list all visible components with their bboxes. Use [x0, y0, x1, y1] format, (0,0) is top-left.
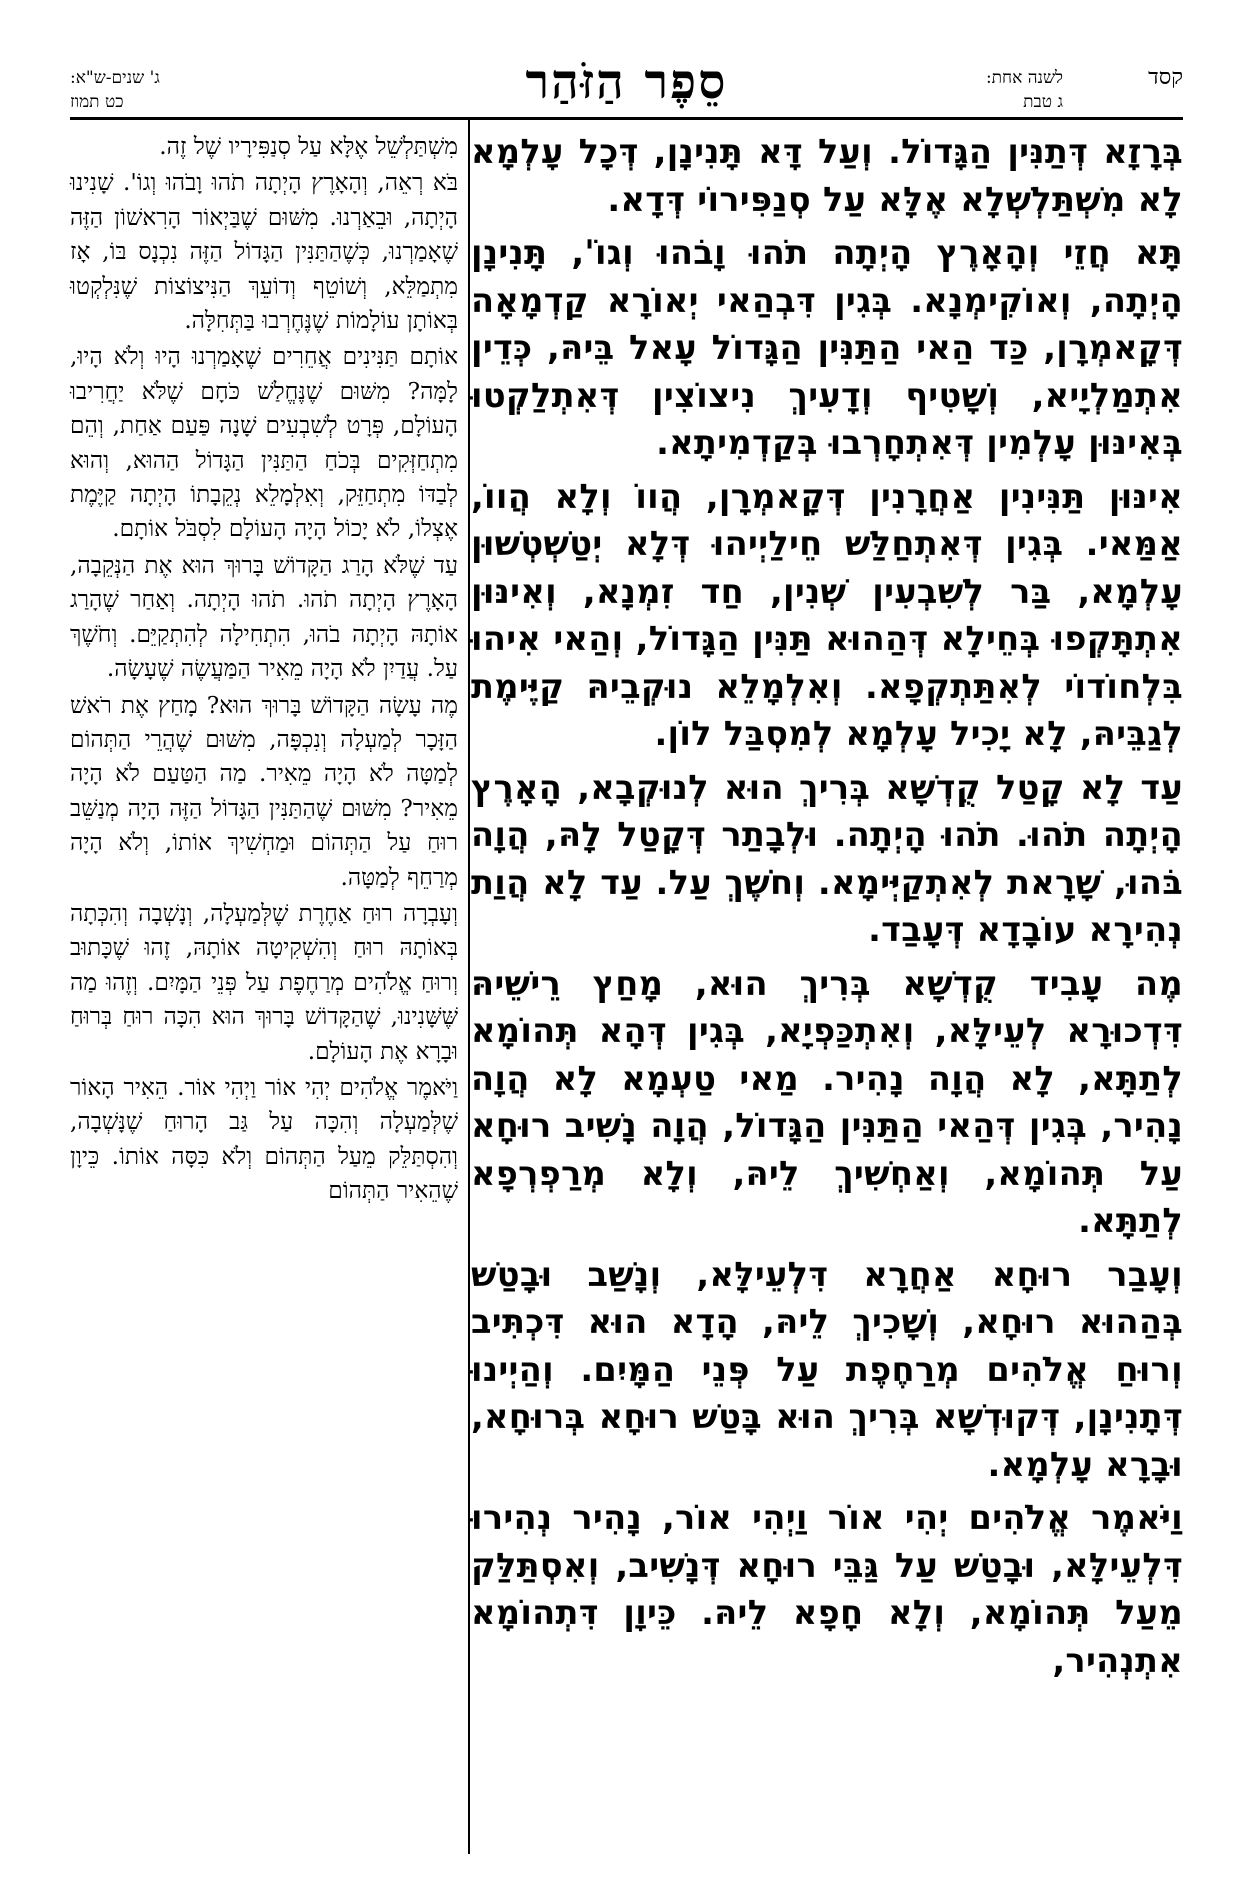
- page-header: [70, 54, 1183, 132]
- aramaic-paragraph: עַד לָא קָטַל קֻדְשָׁא בְּרִיךְ הוּא לְנוּקְבָא, הָאָרֶץ הָיְתָה תֹהוּ. תֹהוּ הָיְתָה. וּלְבָתַר דְּקָטַל לָהּ, הֲוָה בֹּהוּ, שָׁרָאת לְאִתְקַיְּימָא. וְחֹשֶׁךְ עַל. עַד לָא הֲוַת נְהִירָא עוֹבָדָא דְּעָבַד.: [471, 767, 1183, 949]
- aramaic-paragraph: וְעָבַר רוּחָא אַחֲרָא דִּלְעֵילָּא, וְנָשַׁב וּבָטַשׁ בְּהַהוּא רוּחָא, וְשָׁכִיךְ לֵיהּ, הָדָא הוּא דִּכְתִּיב וְרוּחַ אֱלֹהִים מְרַחֶפֶת עַל פְּנֵי הַמָּיִם. וְהַיְינוּ דְּתָנִינָן, דְּקוּדְשָׁא בְּרִיךְ הוּא בָּטַשׁ רוּחָא בְּרוּחָא, וּבָרָא עָלְמָא.: [471, 1254, 1183, 1484]
- aramaic-paragraph: אִינּוּן תַּנִּינִין אַחֲרָנִין דְּקָאמְרָן, הֲווֹ וְלָא הֲווֹ, אַמַּאי. בְּגִין דְּאִתְחַלַּשׁ חֵילַיְיהוּ דְּלָא יְטַשְׁטְשׁוּן עָלְמָא, בַּר לְשִׁבְעִין שְׁנִין, חַד זִמְנָא, וְאִינּוּן אִתְתָּקְפוּ בְּחֵילָא דְּהַהוּא תַּנִּין הַגָּדוֹל, וְהַאי אִיהוּ בִּלְחוֹדוֹי לְאִתַּתְקְפָא. וְאִלְמָלֵא נוּקְבֵיהּ קַיֶּימֶת לְגַבֵּיהּ, לָא יָכִיל עָלְמָא לְמִסְבַּל לוֹן.: [471, 476, 1183, 753]
- aramaic-paragraph: וַיֹּאמֶר אֱלֹהִים יְהִי אוֹר וַיְהִי אוֹר, נָהִיר נְהִירוּ דִּלְעֵילָּא, וּבָטַשׁ עַל גַּבֵּי רוּחָא דְּנָשִׁיב, וְאִסְתַּלַּק מֵעַל תְּהוֹמָא, וְלָא חָפָא לֵיהּ. כֵּיוָן דִּתְהוֹמָא אִתְנְהִיר,: [471, 1498, 1183, 1680]
- hebrew-paragraph: אוֹתָם תַּנִּינִים אֲחֵרִים שֶׁאָמַרְנוּ הָיוּ וְלֹא הָיוּ, לָמָּה? מִשּׁוּם שֶׁנֶּחֱלַשׁ כֹּחָם שֶׁלֹּא יַחֲרִיבוּ הָעוֹלָם, פְּרָט לְשִׁבְעִים שָׁנָה פַּעַם אַחַת, וְהֵם מִתְחַזְּקִים בְּכֹחַ הַתַּנִּין הַגָּדוֹל הַהוּא, וְהוּא לְבַדּוֹ מִתְחַזֵּק, וְאִלְמָלֵא נְקֵבָתוֹ הָיְתָה קַיֶּמֶת אֶצְלוֹ, לֹא יָכוֹל הָיָה הָעוֹלָם לִסְבֹּל אוֹתָם.: [70, 343, 458, 543]
- hebrew-paragraph: וְעָבְרָה רוּחַ אַחֶרֶת שֶׁלְּמַעְלָה, וְנָשְׁבָה וְהִכְּתָה בְּאוֹתָהּ רוּחַ וְהִשְׁקִיטָה אוֹתָהּ, זֶהוּ שֶׁכָּתוּב וְרוּחַ אֱלֹהִים מְרַחֶפֶת עַל פְּנֵי הַמָּיִם. וְזֶהוּ מַה שֶּׁשָּׁנִינוּ, שֶׁהַקָּדוֹשׁ בָּרוּךְ הוּא הִכָּה רוּחַ בְּרוּחַ וּבָרָא אֶת הָעוֹלָם.: [70, 899, 458, 1065]
- schedule-date-left: כט תמוז: [70, 92, 124, 112]
- book-title: סֵפֶר הַזֹּהַר: [525, 54, 728, 110]
- aramaic-column: [471, 128, 1183, 1690]
- schedule-label: לשנה אחת:: [985, 68, 1063, 88]
- aramaic-paragraph: בְּרָזָא דְּתַנִּין הַגָּדוֹל. וְעַל דָּא תָּנִינָן, דְּכָל עָלְמָא לָא מִשְׁתַּלְשְׁלָא אֶלָּא עַל סְנַפִּירוֹי דְּדָא.: [471, 132, 1183, 219]
- aramaic-paragraph: מֶה עָבִיד קֻדְשָׁא בְּרִיךְ הוּא, מָחַץ רֵישֵׁיהּ דִּדְכוּרָא לְעֵילָּא, וְאִתְכַּפְיָא, בְּגִין דְּהָא תְּהוֹמָא לְתַתָּא, לָא הֲוָה נָהִיר. מַאי טַעְמָא לָא הֲוָה נָהִיר, בְּגִין דְּהַאי הַתַּנִּין הַגָּדוֹל, הֲוָה נָשִׁיב רוּחָא עַל תְּהוֹמָא, וְאַחְשִׁיךְ לֵיהּ, וְלָא מְרַפְרְפָא לְתַתָּא.: [471, 963, 1183, 1240]
- hebrew-paragraph: וַיֹּאמֶר אֱלֹהִים יְהִי אוֹר וַיְהִי אוֹר. הֵאִיר הָאוֹר שֶׁלְּמַעְלָה וְהִכָּה עַל גַּב הָרוּחַ שֶׁנָּשְׁבָה, וְהִסְתַּלֵּק מֵעַל הַתְּהוֹם וְלֹא כִּסָּה אוֹתוֹ. כֵּיוָן שֶׁהֵאִיר הַתְּהוֹם: [70, 1073, 458, 1205]
- aramaic-paragraph: תָּא חֲזֵי וְהָאָרֶץ הָיְתָה תֹהוּ וָבֹהוּ וְגוֹ', תָּנִינָן הָיְתָה, וְאוֹקִימְנָא. בְּגִין דִּבְהַאי יְאוֹרָא קַדְמָאָה דְּקָאמְרָן, כַּד הַאי הַתַּנִּין הַגָּדוֹל עָאל בֵּיהּ, כְּדֵין אִתְמַלְיָיא, וְשָׁטִיף וְדָעִיךְ נִיצוֹצִין דְּאִתְלַקְטוּ בְּאִינּוּן עָלְמִין דְּאִתְחָרְבוּ בְּקַדְמִיתָא.: [471, 233, 1183, 462]
- reading-schedule-left: [70, 66, 300, 114]
- hebrew-paragraph: בֹּא רְאֵה, וְהָאָרֶץ הָיְתָה תֹהוּ וָבֹהוּ וְגוֹ'. שָׁנִינוּ הָיְתָה, וּבֵאַרְנוּ. מִשּׁוּם שֶׁבַּיְאוֹר הָרִאשׁוֹן הַזֶּה שֶׁאָמַרְנוּ, כְּשֶׁהַתַּנִּין הַגָּדוֹל הַזֶּה נִכְנָס בּוֹ, אָז מִתְמַלֵּא, וְשׁוֹטֵף וְדוֹעֵךְ הַנִּיצוֹצוֹת שֶׁנִּלְקְטוּ בְּאוֹתָן עוֹלָמוֹת שֶׁנֶּחֶרְבוּ בַּתְּחִלָּה.: [70, 169, 458, 335]
- schedule-label-left: ג' שנים-ש"א:: [70, 68, 160, 88]
- hebrew-paragraph: מֶה עָשָׂה הַקָּדוֹשׁ בָּרוּךְ הוּא? מָחַץ אֶת רֹאשׁ הַזָּכָר לְמַעְלָה וְנִכְפָּה, מִשּׁוּם שֶׁהֲרֵי הַתְּהוֹם לְמַטָּה לֹא הָיָה מֵאִיר. מַה הַטַּעַם לֹא הָיָה מֵאִיר? מִשּׁוּם שֶׁהַתַּנִּין הַגָּדוֹל הַזֶּה הָיָה מְנַשֵּׁב רוּחַ עַל הַתְּהוֹם וּמַחְשִׁיךְ אוֹתוֹ, וְלֹא הָיָה מְרַחֵף לְמַטָּה.: [70, 691, 458, 891]
- hebrew-paragraph: עַד שֶׁלֹּא הָרַג הַקָּדוֹשׁ בָּרוּךְ הוּא אֶת הַנְּקֵבָה, הָאָרֶץ הָיְתָה תֹהוּ. תֹהוּ הָיְתָה. וְאַחַר שֶׁהָרַג אוֹתָהּ הָיְתָה בֹהוּ, הִתְחִילָה לְהִתְקַיֵּם. וְחֹשֶׁךְ עַל. עֲדַיִן לֹא הָיָה מֵאִיר הַמַּעֲשֶׂה שֶׁעָשָׂה.: [70, 551, 458, 683]
- hebrew-paragraph: מִשְׁתַּלְשֵׁל אֶלָּא עַל סְנַפִּירָיו שֶׁל זֶה.: [159, 133, 458, 160]
- header-rule: [70, 117, 1183, 120]
- column-divider: [468, 120, 470, 1854]
- schedule-date: ג טבת: [1023, 92, 1063, 112]
- page-number: קסד: [1148, 65, 1183, 90]
- hebrew-translation-column: [70, 130, 458, 1211]
